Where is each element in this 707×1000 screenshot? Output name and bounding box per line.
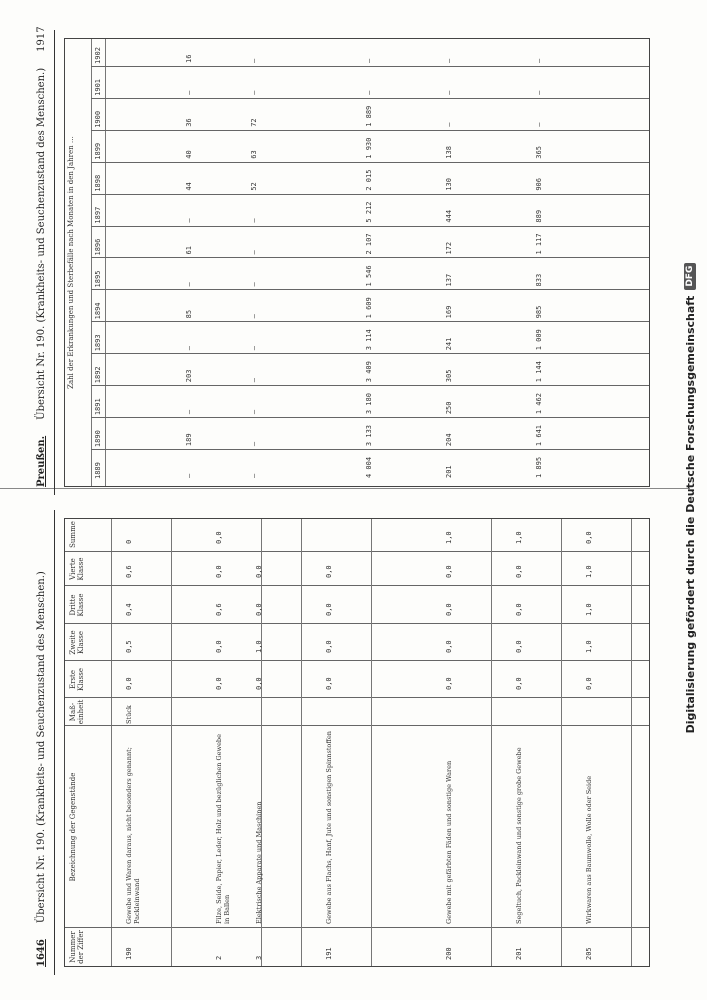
year-label: 1893: [94, 334, 102, 352]
row-number: 191: [325, 947, 333, 960]
top-header: [30, 26, 52, 487]
table-cell: 61: [185, 246, 193, 255]
row-number: 2: [215, 955, 223, 960]
column-header: Maß-einheit: [69, 699, 85, 725]
table-cell: 138: [445, 146, 453, 159]
row-description: Gewebe mit gefärbten Fäden und sonstige Waren: [445, 760, 453, 924]
table-cell: —: [185, 346, 193, 351]
table-cell: 0,0: [125, 677, 133, 690]
table-cell: 1,0: [515, 531, 523, 544]
bottom-table: [64, 518, 650, 967]
table-cell: 169: [445, 305, 453, 319]
table-cell: 0,0: [445, 603, 453, 616]
banner-text: Digitalisierung gefördert durch die Deutsche Forschungsgemeinschaft: [683, 295, 697, 734]
year-label: 1895: [94, 270, 102, 288]
table-cell: 0,0: [325, 603, 333, 616]
row-description: Filze, Seide, Papier, Leder, Holz und bezüglichen Gewebe in Ballen: [215, 734, 231, 924]
table-cell: 0,0: [215, 565, 223, 578]
column-header: Bezeichnung der Gegenstände: [69, 772, 77, 882]
table-cell: —: [250, 58, 258, 63]
table-cell: 0,6: [125, 565, 133, 578]
table-cell: —: [250, 409, 258, 415]
table-cell: 204: [445, 433, 453, 447]
table-cell: —: [250, 378, 258, 383]
table-cell: —: [535, 58, 543, 63]
table-cell: 1 117: [535, 233, 543, 255]
year-label: 1892: [94, 366, 102, 384]
row-unit: Stück: [125, 705, 133, 724]
table-cell: 137: [445, 273, 453, 287]
dfg-banner: [679, 8, 701, 988]
table-cell: 172: [445, 241, 453, 255]
table-cell: 365: [535, 146, 543, 159]
table-cell: 0,0: [325, 565, 333, 578]
table-cell: —: [250, 218, 258, 223]
table-cell: 906: [535, 178, 543, 191]
table-cell: 4 004: [365, 456, 373, 478]
table-cell: 44: [185, 182, 193, 191]
table-cell: 72: [250, 118, 258, 127]
table-cell: 1 930: [365, 137, 373, 159]
table-cell: 0,0: [515, 677, 523, 690]
row-number: 205: [585, 947, 593, 960]
table-cell: 0,0: [255, 677, 263, 690]
table-cell: 0,4: [125, 603, 133, 616]
year-label: 1901: [94, 79, 102, 96]
table-cell: 0,0: [215, 531, 223, 544]
year-label: 1900: [94, 110, 102, 128]
table-cell: 5 212: [365, 201, 373, 223]
table-cell: 85: [185, 309, 193, 319]
table-cell: 0,0: [515, 565, 523, 578]
table-cell: 0,0: [445, 677, 453, 690]
table-cell: 3 133: [365, 425, 373, 447]
top-page-year: 1917: [35, 26, 47, 52]
table-cell: 889: [535, 209, 543, 223]
table-cell: 1,0: [585, 640, 593, 653]
table-cell: 0,0: [325, 640, 333, 653]
year-label: 1889: [94, 462, 102, 479]
row-description: Segeltuch, Packleinwand und sonstige grobe Gewebe: [515, 747, 523, 924]
table-cell: 250: [445, 401, 453, 415]
column-header: Vierte Klasse: [69, 557, 85, 581]
year-label: 1891: [94, 398, 102, 416]
top-table: [64, 38, 650, 487]
row-number: 201: [515, 947, 523, 960]
year-label: 1902: [94, 47, 102, 64]
table-cell: —: [185, 473, 193, 478]
year-label: 1894: [94, 302, 102, 320]
table-cell: 305: [445, 369, 453, 383]
table-cell: —: [250, 441, 258, 447]
table-cell: 241: [445, 337, 453, 351]
year-label: 1899: [94, 142, 102, 160]
bottom-page-label: 1646: [35, 939, 47, 967]
header-rule: [54, 510, 55, 975]
table-cell: —: [250, 282, 258, 287]
table-cell: 40: [185, 150, 193, 159]
table-cell: —: [185, 90, 193, 95]
top-col-head: Zahl der Erkrankungen und Sterbefälle nach Monaten in den Jahren …: [67, 136, 75, 389]
row-number: 190: [125, 947, 133, 960]
table-cell: 201: [445, 465, 453, 478]
table-cell: —: [250, 314, 258, 319]
column-header: Dritte Klasse: [69, 593, 85, 617]
table-cell: 0,0: [255, 565, 263, 578]
table-cell: —: [365, 58, 373, 63]
table-cell: 0: [125, 539, 133, 544]
table-cell: 0,0: [585, 677, 593, 690]
table-cell: —: [445, 122, 453, 127]
table-cell: 1 889: [365, 105, 373, 127]
table-cell: 1 641: [535, 425, 543, 447]
table-cell: 1,0: [585, 603, 593, 616]
row-number: 200: [445, 947, 453, 960]
bottom-header: [30, 571, 52, 967]
top-page: [30, 26, 670, 495]
table-cell: 0,5: [125, 640, 133, 653]
table-cell: 1 895: [535, 456, 543, 478]
table-cell: 36: [185, 118, 193, 127]
table-cell: 52: [250, 182, 258, 191]
year-label: 1898: [94, 174, 102, 192]
table-cell: 0,0: [215, 677, 223, 690]
table-cell: 0,0: [445, 565, 453, 578]
table-cell: —: [445, 58, 453, 63]
year-label: 1890: [94, 430, 102, 448]
table-cell: 16: [185, 54, 193, 63]
table-cell: 0,0: [325, 677, 333, 690]
table-cell: —: [535, 122, 543, 127]
dfg-logo: DFG: [684, 263, 696, 290]
table-cell: 444: [445, 209, 453, 223]
table-cell: 0,0: [515, 603, 523, 616]
table-cell: —: [185, 282, 193, 287]
table-cell: 0,0: [515, 640, 523, 653]
table-cell: 63: [250, 150, 258, 159]
table-cell: 0,0: [255, 603, 263, 616]
table-cell: —: [365, 90, 373, 95]
bottom-page-title: Übersicht Nr. 190. (Krankheits- und Seuchenzustand des Menschen.): [35, 571, 47, 924]
table-cell: 130: [445, 178, 453, 191]
table-cell: 0,6: [215, 603, 223, 616]
table-cell: 0,0: [585, 531, 593, 544]
table-cell: 1 009: [535, 329, 543, 351]
table-cell: 985: [535, 305, 543, 319]
row-description: Gewebe aus Flachs, Hanf, Jute und sonstigen Spinnstoffen: [325, 731, 333, 924]
row-number: 3: [255, 955, 263, 960]
table-cell: 1 546: [365, 265, 373, 287]
table-cell: 3 114: [365, 329, 373, 351]
column-header: Zweite Klasse: [69, 630, 85, 655]
column-header: Erste Klasse: [69, 668, 85, 691]
column-header: Summe: [69, 521, 77, 548]
table-cell: —: [250, 473, 258, 478]
top-page-title: Übersicht Nr. 190. (Krankheits- und Seuchenzustand des Menschen.): [35, 67, 47, 420]
table-cell: —: [250, 90, 258, 95]
top-page-label: Preußen.: [35, 435, 47, 487]
header-rule: [54, 30, 55, 495]
table-cell: 2 107: [365, 233, 373, 255]
table-cell: 1 462: [535, 393, 543, 415]
year-label: 1897: [94, 206, 102, 224]
row-description: Gewebe und Waren daraus, nicht besonders genannt; Packleinwand: [125, 747, 141, 924]
table-cell: —: [535, 90, 543, 95]
table-cell: 0,0: [445, 640, 453, 653]
bottom-page: [30, 510, 670, 975]
row-description: Elektrische Apparate und Maschinen: [255, 801, 263, 924]
table-cell: 1 609: [365, 297, 373, 319]
table-cell: 1,0: [585, 565, 593, 578]
year-label: 1896: [94, 238, 102, 256]
table-cell: —: [250, 250, 258, 255]
table-cell: —: [445, 90, 453, 95]
table-cell: 189: [185, 433, 193, 447]
table-cell: 3 180: [365, 393, 373, 415]
table-cell: 1,0: [445, 531, 453, 544]
table-cell: 203: [185, 369, 193, 383]
table-cell: 833: [535, 273, 543, 287]
table-cell: —: [185, 218, 193, 223]
table-cell: 3 409: [365, 361, 373, 383]
table-cell: 2 015: [365, 169, 373, 191]
table-cell: —: [185, 409, 193, 415]
table-cell: 1 144: [535, 361, 543, 383]
row-description: Wirkwaren aus Baumwolle, Wolle oder Seide: [585, 775, 593, 924]
table-cell: 1,0: [255, 640, 263, 653]
table-cell: 0,0: [215, 640, 223, 653]
column-header: Nummer der Ziffer: [69, 930, 85, 964]
table-cell: —: [250, 346, 258, 351]
